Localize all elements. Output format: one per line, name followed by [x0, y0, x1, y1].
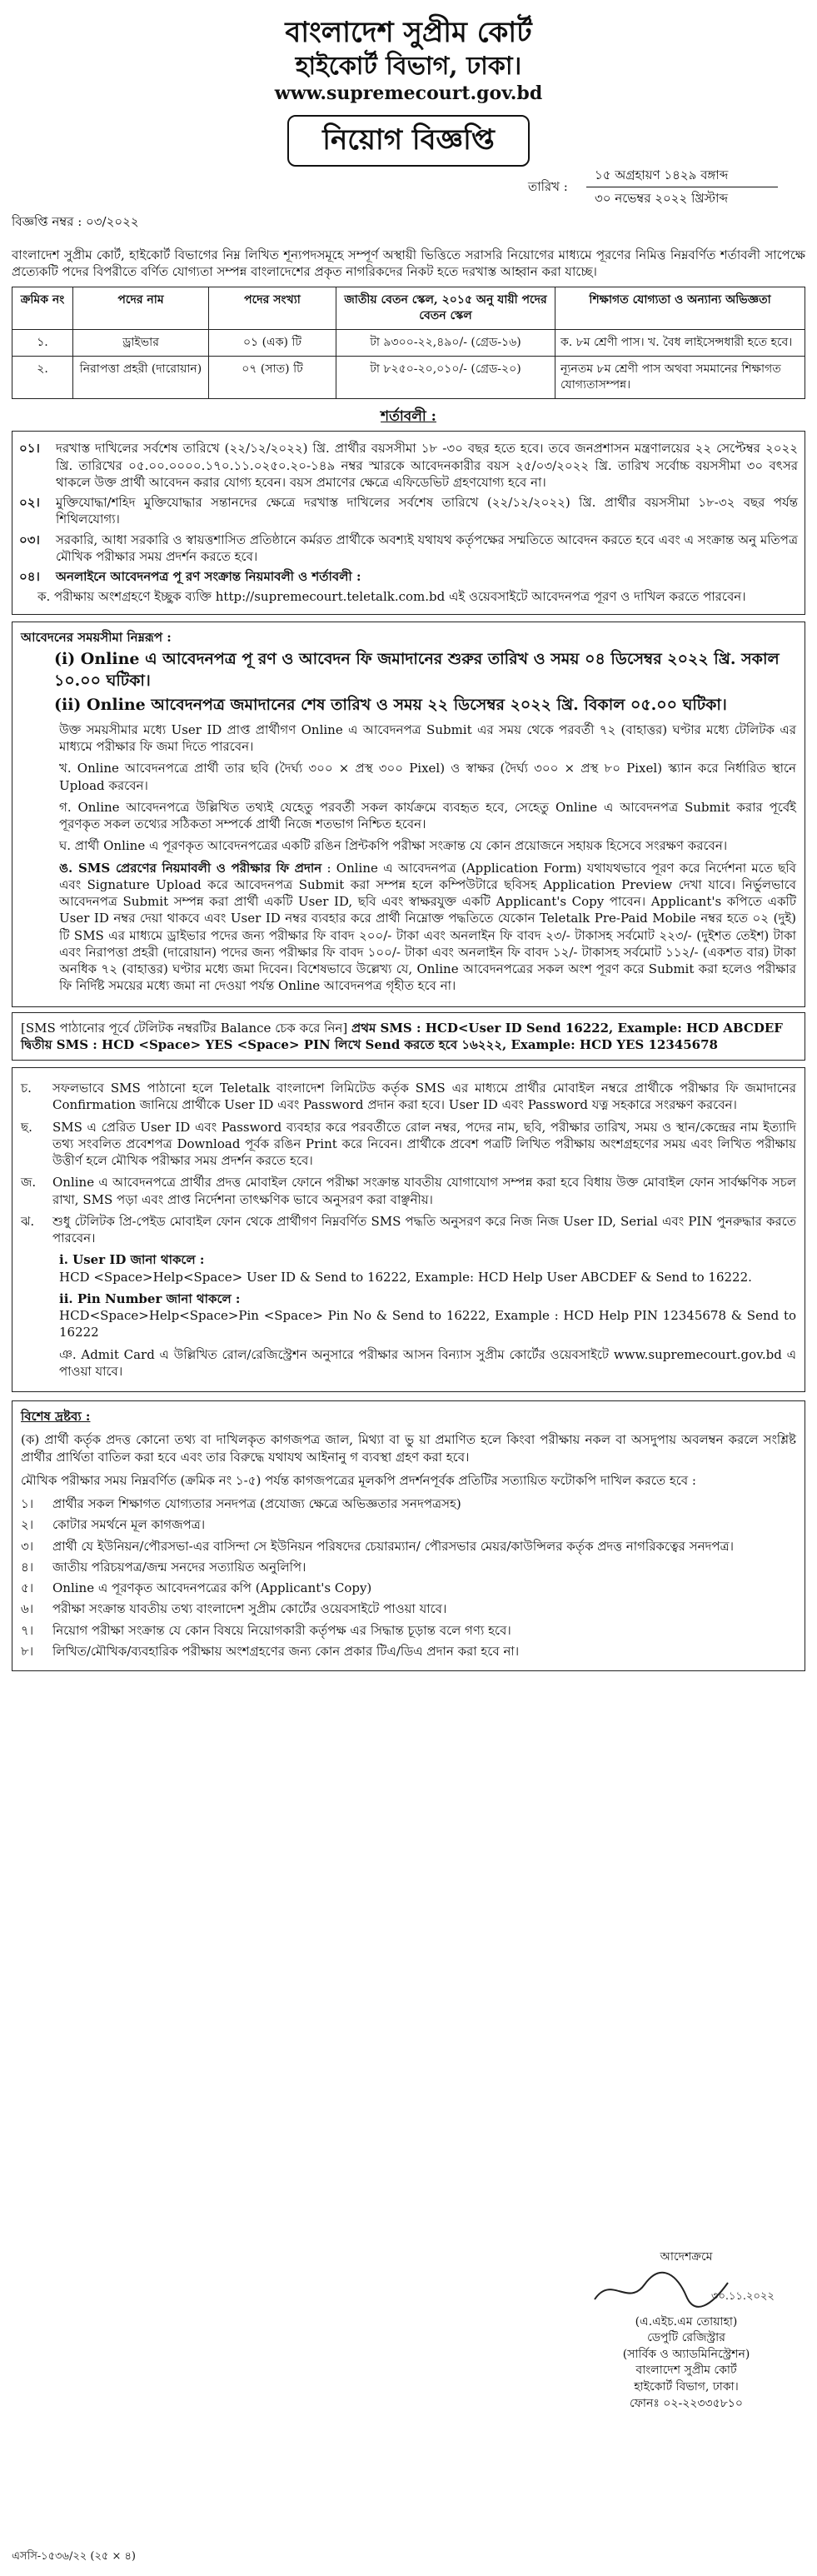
list-item-text: নিয়োগ পরীক্ষা সংক্রান্ত যে কোন বিষয়ে নিয়োগকারী কর্তৃপক্ষ এর সিদ্ধান্ত চূড়ান্ত বলে গণ্য হবে। [52, 1622, 511, 1638]
list-item [21, 1600, 796, 1617]
verify-instruction: গ. Online আবেদনপত্রে উল্লিখিত তথ্যই যেহেতু পরবর্তী সকল কার্যক্রমে ব্যবহৃত হবে, সেহেতু Online এ আবেদনপত্র Submit করার পূর্বেই পূরণকৃত সকল তথ্যের সঠিকতা সম্পর্কে প্রার্থী নিজে শতভাগ নিশ্চিত হবেন। [59, 799, 796, 832]
list-item [21, 1559, 796, 1575]
footer-code: এসসি-১৫৩৬/২২ (২৫ × ৪) [12, 2550, 136, 2563]
sms-format-box [12, 1012, 805, 1061]
col-post-count: পদের সংখ্যা [209, 287, 336, 330]
condition-number: ০৪। [19, 569, 40, 585]
col-qualification: শিক্ষাগত যোগ্যতা ও অন্যান্য অভিজ্ঞতা [555, 287, 805, 330]
website-link[interactable]: www.supremecourt.gov.bd [274, 82, 543, 104]
steps-block [12, 1067, 805, 1392]
notice-page [12, 8, 805, 2568]
cell-qualification: ক. ৮ম শ্রেণী পাস। খ. বৈধ লাইসেন্সধারী হতে হবে। [555, 329, 805, 356]
recovery-pin [21, 1290, 796, 1341]
date-label: তারিখ : [528, 178, 568, 194]
recovery-userid-text: HCD <Space>Help<Space> User ID & Send to 16222, Example: HCD Help User ABCDEF & Send to 16222. [59, 1269, 752, 1285]
condition-number: ০১। [19, 441, 40, 457]
notice-title: নিয়োগ বিজ্ঞপ্তি [287, 115, 530, 167]
list-item [21, 1622, 796, 1639]
condition-item [19, 568, 798, 585]
list-item [21, 1516, 796, 1533]
special-notes [12, 1400, 805, 1671]
condition-text: অনলাইনে আবেদনপত্র পূ রণ সংক্রান্ত নিয়মাবলী ও শর্তাবলী : [56, 569, 361, 585]
step-text: শুধু টেলিটক প্রি-পেইড মোবাইল ফোন থেকে প্রার্থীগণ নিম্নবর্ণিত SMS পদ্ধতি অনুসরণ করে নিজ নিজ User ID, Serial এবং PIN পুনরুদ্ধার করতে পারবেন। [52, 1213, 796, 1246]
step-item [21, 1080, 796, 1114]
signature-icon [586, 2266, 786, 2314]
step-number: ছ. [21, 1119, 32, 1135]
sms-fee-text: : Online এ আবেদনপত্র (Application Form) যথাযথভাবে পূরণ করে নির্দেশনা মতে ছবি এবং Signature Upload করে আবেদনপত্র Submit করা সম্পন্ন হলে কম্পিউটারে ছবিসহ Application Preview দেখা যাবে। নির্ভুলভাবে আবেদনপত্র Submit সম্পন্ন করা প্রার্থী একটি User ID, ছবি এবং স্বাক্ষরযুক্ত একটি Applicant's Copy পাবেন। Applicant's কপিতে একটি User ID নম্বর দেয়া থাকবে এবং User ID নম্বর ব্যবহার করে প্রার্থী নিম্নোক্ত পদ্ধতিতে যেকোন Teletalk Pre-Paid Mobile নম্বর হতে ০২ (দুই) টি SMS এর মাধ্যমে ড্রাইভার পদের জন্য পরীক্ষার ফি বাবদ ২০০/- টাকা এবং অনলাইন ফি বাবদ ২৩/- টাকাসহ সর্বমোট ২২৩/- (দুইশত তেইশ) টাকা এবং নিরাপত্তা প্রহরী (দারোয়ান) পদের জন্য পরীক্ষার ফি বাবদ ১০০/- টাকা এবং অনলাইন ফি বাবদ ১২/- টাকাসহ সর্বমোট ১১২/- (একশত বার) টাকা অনধিক ৭২ (বাহাত্তর) ঘণ্টার মধ্যে জমা দিবেন। বিশেষভাবে উল্লেখ্য যে, Online আবেদনপত্রের সকল অংশ পূরণ করে Submit করা হলেও পরীক্ষার ফি নির্দিষ্ট সময়ের মধ্যে জমা না দেওয়া পর্যন্ত Online আবেদনপত্র গৃহীত হবে না। [59, 860, 796, 994]
step-text: Online এ আবেদনপত্রে প্রার্থীর প্রদত্ত মোবাইল ফোনে পরীক্ষা সংক্রান্ত যাবতীয় যোগাযোগ সম্পন্ন করা হবে বিধায় উক্ত মোবাইল ফোন সার্বক্ষণিক সচল রাখা, SMS পড়া এবং প্রাপ্ত নির্দেশনা তাৎক্ষণিক ভাবে অনুসরণ করা বাঞ্ছনীয়। [52, 1175, 796, 1207]
step-number: চ. [21, 1081, 32, 1096]
intro-paragraph: বাংলাদেশ সুপ্রীম কোর্ট, হাইকোর্ট বিভাগের নিম্ন লিখিত শূন্যপদসমূহে সম্পূর্ণ অস্থায়ী ভিত্তিতে সরাসরি নিয়োগের মাধ্যমে পূরণের নিমিত্ত নিম্নবর্ণিত শর্তাবলী সাপেক্ষে প্রত্যেকটি পদের বিপরীতে বর্ণিত যোগ্যতা সম্পন্ন বাংলাদেশের প্রকৃত নাগরিকদের নিকট হতে দরখাস্ত আহ্বান করা যাচ্ছে। [12, 247, 805, 279]
signer-designation: ডেপুটি রেজিস্ট্রার [647, 2331, 725, 2345]
list-item-number: ১। [21, 1496, 34, 1512]
cell-post-name: ড্রাইভার [73, 329, 209, 356]
cell-pay-scale: টা ৮২৫০-২০,০১০/- (গ্রেড-২০) [336, 356, 555, 398]
date-bangla: ১৫ অগ্রহায়ণ ১৪২৯ বঙ্গাব্দ [595, 167, 729, 182]
order-label: আদেশক্রমে [660, 2250, 713, 2264]
special-title: বিশেষ দ্রষ্টব্য : [21, 1409, 91, 1425]
condition-item [19, 440, 798, 491]
list-item-number: ৮। [21, 1643, 34, 1659]
cell-post-count: ০৭ (সাত) টি [209, 356, 336, 398]
date-english: ৩০ নভেম্বর ২০২২ খ্রিস্টাব্দ [595, 190, 729, 206]
step-item [21, 1174, 796, 1208]
signature-date: ৩০.১১.২০২২ [711, 2289, 775, 2303]
cell-pay-scale: টা ৯৩০০-২২,৪৯০/- (গ্রেড-১৬) [336, 329, 555, 356]
condition-text: দরখাস্ত দাখিলের সর্বশেষ তারিখে (২২/১২/২০২২) খ্রি. প্রার্থীর বয়সসীমা ১৮ -৩০ বছর হতে হবে। তবে জনপ্রশাসন মন্ত্রণালয়ের ২২ সেপ্টেম্বর ২০২২ খ্রি. তারিখের ০৫.০০.০০০০.১৭০.১১.০২৫০.২০-১৪৯ নম্বর স্মারকে আবেদনকারীর বয়স ২৫/০৩/২০২২ খ্রি. তারিখ সর্বোচ্চ বয়সসীমা ৩০ বৎসর থাকলে উক্ত প্রার্থী আবেদন করার যোগ্য হবেন। বয়স প্রমাণের ক্ষেত্রে এফিডেভিট গ্রহণযোগ্য হবে না। [56, 441, 798, 490]
oral-exam-note: মৌখিক পরীক্ষার সময় নিম্নবর্ণিত (ক্রমিক নং ১-৫) পর্যন্ত কাগজপত্রের মূলকপি প্রদর্শনপূর্বক প্রতিটির সত্যায়িত ফটোকপি দাখিল করতে হবে : [21, 1472, 696, 1488]
header [12, 15, 805, 167]
step-number: ঝ. [21, 1213, 35, 1229]
step-number: জ. [21, 1175, 37, 1191]
condition-text: মুক্তিযোদ্ধা/শহিদ মুক্তিযোদ্ধার সন্তানদের ক্ষেত্রে দরখাস্ত দাখিলের সর্বশেষ তারিখে (২২/১২/২০২২) খ্রি. প্রার্থীর বয়সসীমা ১৮-৩২ বছর পর্যন্ত শিথিলযোগ্য। [56, 495, 798, 527]
list-item-text: কোটার সমর্থনে মূল কাগজপত্র। [52, 1517, 206, 1533]
recovery-pin-text: HCD<Space>Help<Space>Pin <Space> Pin No & Send to 16222, Example : HCD Help PIN 12345678 & Send to 16222 [59, 1308, 796, 1340]
list-item-number: ২। [21, 1517, 34, 1533]
recovery-pin-title: ii. Pin Number জানা থাকলে : [59, 1290, 241, 1306]
list-item-text: লিখিত/মৌখিক/ব্যবহারিক পরীক্ষায় অংশগ্রহণের জন্য কোন প্রকার টিএ/ডিএ প্রদান করা হবে না। [52, 1643, 520, 1659]
list-item-text: জাতীয় পরিচয়পত্র/জন্ম সনদের সত্যায়িত অনুলিপি। [52, 1559, 306, 1575]
deadline-label: আবেদনের সময়সীমা নিম্নরূপ : [21, 629, 172, 645]
handwritten-signature [578, 2266, 795, 2314]
list-item [21, 1580, 796, 1596]
list-item [21, 1643, 796, 1660]
list-item-text: প্রার্থী যে ইউনিয়ন/পৌরসভা-এর বাসিন্দা সে ইউনিয়ন পরিষদের চেয়ারম্যান/ পৌরসভার মেয়র/কাউন্সিলর কর্তৃক প্রদত্ত নাগরিকত্বের সনদপত্র। [52, 1538, 734, 1554]
col-post-name: পদের নাম [73, 287, 209, 330]
signer-division: হাইকোর্ট বিভাগ, ঢাকা। [634, 2379, 739, 2394]
col-serial: ক্রমিক নং [12, 287, 73, 330]
posts-table [12, 287, 805, 398]
list-item-number: ৫। [21, 1580, 34, 1596]
cell-post-count: ০১ (এক) টি [209, 329, 336, 356]
org-name: বাংলাদেশ সুপ্রীম কোর্ট [285, 16, 532, 49]
cell-serial: ১. [12, 329, 73, 356]
cell-serial: ২. [12, 356, 73, 398]
sms-second: দ্বিতীয় SMS : HCD <Space> YES <Space> PIN লিখে Send করতে হবে ১৬২২২, Example: HCD YES 12345678 [21, 1036, 718, 1052]
condition-item [19, 494, 798, 528]
list-item-text: প্রার্থীর সকল শিক্ষাগত যোগ্যতার সনদপত্র (প্রযোজ্য ক্ষেত্রে অভিজ্ঞতার সনদপত্রসহ) [52, 1496, 461, 1512]
special-ka: (ক) প্রার্থী কর্তৃক প্রদত্ত কোনো তথ্য বা দাখিলকৃত কাগজপত্র জাল, মিথ্যা বা ভু য়া প্রমাণিত হলে কিংবা পরীক্ষায় নকল বা অসদুপায় অবলম্বন করলে সংশ্লিষ্ট প্রার্থীর প্রার্থিতা বাতিল করা হবে এবং তার বিরুদ্ধে যথাযথ আইনানু গ ব্যবস্থা গ্রহণ করা হবে। [21, 1432, 796, 1465]
list-item [21, 1538, 796, 1555]
division-name: হাইকোর্ট বিভাগ, ঢাকা। [295, 51, 522, 81]
upload-instruction: খ. Online আবেদনপত্রে প্রার্থী তার ছবি (দৈর্ঘ্য ৩০০ × প্রস্থ ৩০০ Pixel) ও স্বাক্ষর (দৈর্ঘ্য ৩০০ × প্রস্থ ৮০ Pixel) স্ক্যান করে নির্ধারিত স্থানে Upload করবেন। [59, 761, 796, 793]
signer-name: (এ.এইচ.এম তোয়াহা) [635, 2314, 738, 2329]
online-apply-instruction: ক. পরীক্ষায় অংশগ্রহণে ইচ্ছুক ব্যক্তি http://supremecourt.teletalk.com.bd এই ওয়েবসাইটে আবেদনপত্র পূরণ ও দাখিল করতে পারবেন। [37, 589, 746, 605]
table-row [12, 329, 805, 356]
signer-section: (সার্বিক ও অ্যাডমিনিস্ট্রেশন) [622, 2347, 750, 2361]
condition-text: সরকারি, আধা সরকারি ও স্বায়ত্তশাসিত প্রতিষ্ঠানে কর্মরত প্রার্থীকে অবশ্যই যথাযথ কর্তৃপক্ষের সম্মতিতে আবেদন করতে হবে এবং এ সংক্রান্ত অনু মতিপত্র মৌখিক পরীক্ষার সময় প্রদর্শন করতে হবে। [56, 532, 798, 564]
table-row [12, 356, 805, 398]
list-item-number: ৪। [21, 1559, 34, 1575]
step-item [21, 1213, 796, 1247]
notice-meta [12, 167, 805, 240]
step-text: সফলভাবে SMS পাঠানো হলে Teletalk বাংলাদেশ লিমিটেড কর্তৃক SMS এর মাধ্যমে প্রার্থীর মোবাইল নম্বরে প্রার্থীকে পরীক্ষার ফি জমাদানের Confirmation জানিয়ে প্রার্থীকে User ID এবং Password প্রদান করা হবে। User ID এবং Password যত্ন সহকারে সংরক্ষণ করবেন। [52, 1081, 796, 1113]
deadline-end: (ii) Online আবেদনপত্র জমাদানের শেষ তারিখ ও সময় ২২ ডিসেম্বর ২০২২ খ্রি. বিকাল ০৫.০০ ঘটিকা। [54, 696, 727, 715]
sms-fee-instruction [21, 860, 796, 995]
print-instruction: ঘ. প্রার্থী Online এ পূরণকৃত আবেদনপত্রের একটি রঙিন প্রিন্টকপি পরীক্ষা সংক্রান্ত যে কোন প্রয়োজনে সহায়ক হিসেবে সংরক্ষণ করবেন। [59, 838, 728, 854]
list-item-text: Online এ পূরণকৃত আবেদনপত্রের কপি (Applicant's Copy) [52, 1580, 372, 1596]
list-item-number: ৩। [21, 1538, 34, 1554]
table-header-row [12, 287, 805, 330]
sms-fee-title: ঙ. SMS প্রেরণের নিয়মাবলী ও পরীক্ষার ফি প্রদান [59, 860, 322, 876]
condition-item [19, 532, 798, 566]
list-item-number: ৭। [21, 1622, 34, 1638]
sms-first: প্রথম SMS : HCD<User ID Send 16222, Example: HCD ABCDEF [351, 1020, 783, 1036]
signature-block [578, 2249, 795, 2412]
deadline-start: (i) Online এ আবেদনপত্র পূ রণ ও আবেদন ফি জমাদানের শুরুর তারিখ ও সময় ০৪ ডিসেম্বর ২০২২ খ্রি. সকাল ১০.০০ ঘটিকা। [54, 649, 780, 690]
conditions-list [12, 431, 805, 614]
condition-number: ০২। [19, 495, 40, 511]
admit-card-note: ঞ. Admit Card এ উল্লিখিত রোল/রেজিস্ট্রেশন অনুসারে পরীক্ষার আসন বিন্যাস সুপ্রীম কোর্টের ওয়েবসাইটে www.supremecourt.gov.bd এ পাওয়া যাবে। [59, 1346, 796, 1379]
list-item-number: ৬। [21, 1601, 34, 1617]
cell-post-name: নিরাপত্তা প্রহরী (দারোয়ান) [73, 356, 209, 398]
step-item [21, 1119, 796, 1170]
list-item-text: পরীক্ষা সংক্রান্ত যাবতীয় তথ্য বাংলাদেশ সুপ্রীম কোর্টের ওয়েবসাইটে পাওয়া যাবে। [52, 1601, 447, 1617]
conditions-title: শর্তাবলী : [381, 407, 436, 425]
notice-number: বিজ্ঞপ্তি নম্বর : ০৩/২০২২ [12, 213, 139, 229]
signer-org: বাংলাদেশ সুপ্রীম কোর্ট [635, 2364, 737, 2378]
online-application-block [12, 622, 805, 1007]
sms-balance-note: [SMS পাঠানোর পূর্বে টেলিটক নম্বরটির Balance চেক করে নিন] [21, 1020, 348, 1036]
list-item [21, 1495, 796, 1512]
step-text: SMS এ প্রেরিত User ID এবং Password ব্যবহার করে পরবর্তীতে রোল নম্বর, পদের নাম, ছবি, পরীক্ষার তারিখ, সময় ও স্থান/কেন্দ্রের নাম ইত্যাদি তথ্য সংবলিত প্রবেশপত্র Download পূর্বক রঙিন Print করে নিবেন। প্রার্থীকে প্রবেশ পত্রটি লিখিত পরীক্ষায় অংশগ্রহণের সময় এবং লিখিত পরীক্ষায় উত্তীর্ণ হলে মৌখিক পরীক্ষার সময় প্রদর্শন করতে হবে। [52, 1119, 796, 1169]
deadline-detail: উক্ত সময়সীমার মধ্যে User ID প্রাপ্ত প্রার্থীগণ Online এ আবেদনপত্র Submit এর সময় থেকে পরবর্তী ৭২ (বাহাত্তর) ঘণ্টার মধ্যে টেলিটক এর মাধ্যমে পরীক্ষার ফি জমা দিতে পারবেন। [59, 721, 796, 755]
col-pay-scale: জাতীয় বেতন স্কেল, ২০১৫ অনু যায়ী পদের বেতন স্কেল [336, 287, 555, 330]
cell-qualification: ন্যূনতম ৮ম শ্রেণী পাস অথবা সমমানের শিক্ষাগত যোগ্যতাসম্পন্ন। [555, 356, 805, 398]
recovery-userid [21, 1251, 796, 1286]
recovery-userid-title: i. User ID জানা থাকলে : [59, 1252, 205, 1268]
condition-number: ০৩। [19, 532, 40, 547]
signer-phone: ফোনঃ ০২-২২৩৩৫৮১০ [630, 2396, 743, 2410]
